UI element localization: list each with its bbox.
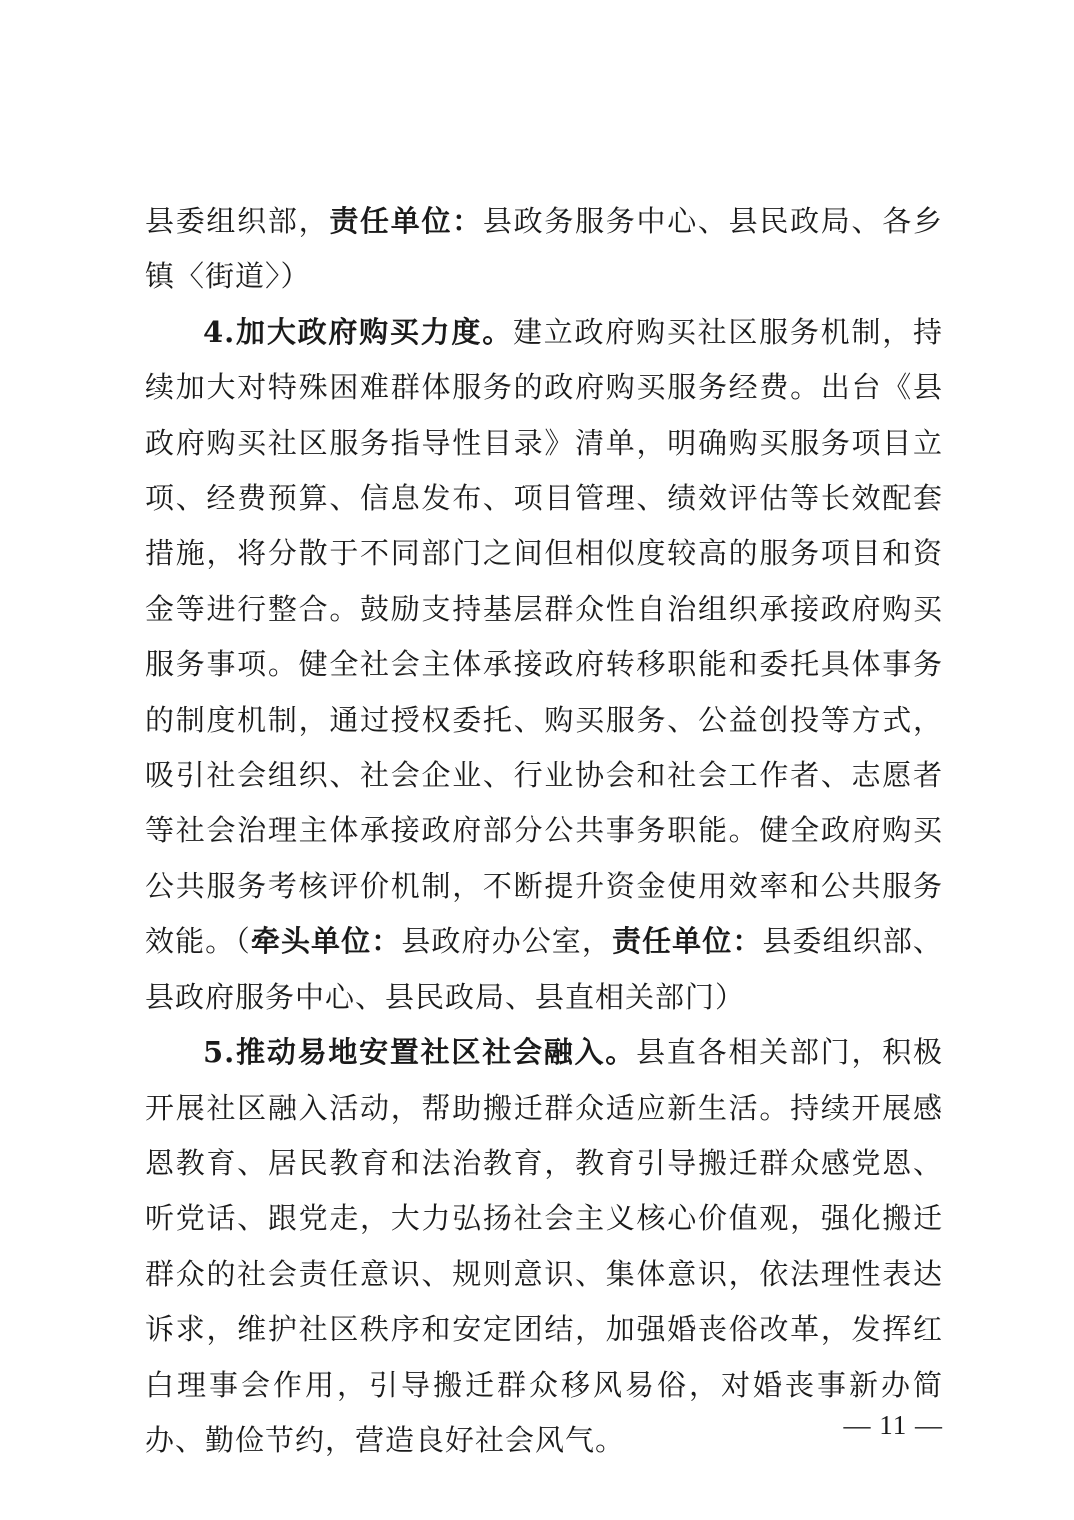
- text-segment: 县直各相关部门，积极开展社区融入活动，帮助搬迁群众适应新生活。持续开展感恩教育、居民教育和法治教育，教育引导搬迁群众感党恩、听党话、跟党走，大力弘扬社会主义核心价值观，强化搬迁群众的社会责任意识、规则意识、集体意识，依法理性表达诉求，维护社区秩序和安定团结，加强婚丧俗改革，发挥红白理事会作用，引导搬迁群众移风易俗，对婚丧事新办简办、勤俭节约，营造良好社会风气。: [145, 1035, 943, 1457]
- page-number: — 11 —: [843, 1410, 943, 1440]
- responsible-unit-label: 责任单位：: [329, 204, 483, 238]
- text-segment: 县政务服务中心、县民政局、各乡镇〈街道〉）: [145, 204, 943, 294]
- text-segment: 建立政府购买社区服务机制，持续加大对特殊困难群体服务的政府购买服务经费。出台《县政府购买社区服务指导性目录》清单，明确购买服务项目立项、经费预算、信息发布、项目管理、绩效评估等长效配套措施，将分散于不同部门之间但相似度较高的服务项目和资金等进行整合。鼓励支持基层群众性自治组织承接政府购买服务事项。健全社会主体承接政府转移职能和委托具体事务的制度机制，通过授权委托、购买服务、公益创投等方式，吸引社会组织、社会企业、行业协会和社会工作者、志愿者等社会治理主体承接政府部分公共事务职能。健全政府购买公共服务考核评价机制，不断提升资金使用效率和公共服务效能。（: [145, 314, 943, 959]
- paragraph-continuation: [145, 194, 943, 305]
- paragraph-item-4: [145, 305, 943, 1025]
- text-segment: 县委组织部、县政府服务中心、县民政局、县直相关部门）: [145, 924, 943, 1014]
- item-4-heading: 4.加大政府购买力度。: [203, 314, 513, 349]
- lead-unit-label: 牵头单位：: [250, 924, 402, 959]
- paragraph-item-5: [145, 1025, 943, 1468]
- responsible-unit-label: 责任单位：: [612, 924, 763, 959]
- text-segment: 县委组织部，: [145, 204, 330, 238]
- text-segment: 县政府办公室，: [401, 924, 612, 959]
- item-5-heading: 5.推动易地安置社区社会融入。: [203, 1035, 637, 1070]
- body-text: [145, 194, 943, 1468]
